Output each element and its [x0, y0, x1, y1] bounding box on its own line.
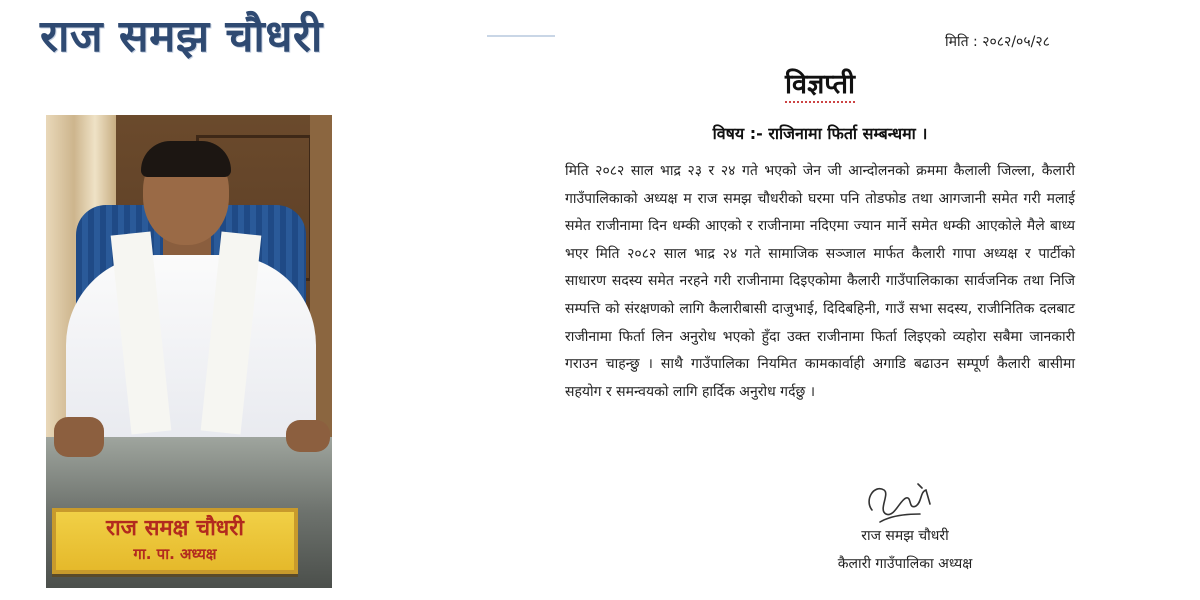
notice-subject: विषय :- राजिनामा फिर्ता सम्बन्धमा ।	[712, 124, 928, 143]
nameplate-name: राज समक्ष चौधरी	[105, 516, 245, 541]
signatory-name: राज समझ चौधरी	[861, 528, 949, 544]
page-title: राज समझ चौधरी	[40, 11, 323, 62]
notice-body: मिति २०८२ साल भाद्र २३ र २४ गते भएको जेन जी आन्दोलनको क्रममा कैलाली जिल्ला, कैलारी गाउँपालिकाको अध्यक्ष म राज समझ चौधरीको घरमा पनि तोडफोड तथा आगजानी समेत गरी मलाई समेत राजीनामा दिन धम्की आएको र राजीनामा नदिएमा ज्यान मार्ने समेत धम्की आएकोले मैले बाध्य भएर मिति २०८२ साल भाद्र २४ गते सामाजिक सञ्जाल मार्फत कैलारी गापा अध्यक्ष र पार्टीको साधारण सदस्य समेत नरहने गरी राजीनामा दिइएकोमा कैलारी गाउँपालिकाका सार्वजनिक तथा निजि सम्पत्ति को संरक्षणको लागि कैलारीबासी दाजुभाई, दिदिबहिनी, गाउँ सभा सदस्य, राजीनितिक दलबाट राजीनामा फिर्ता लिन अनुरोध भएको हुँदा उक्त राजीनामा फिर्ता लिइएको व्यहोरा सबैमा जानकारी गराउन चाहन्छु । साथै गाउँपालिका नियमित कामकार्वाही अगाडि बढाउन सम्पूर्ण कैलारी बासीमा सहयोग र समन्वयको लागि हार्दिक अनुरोध गर्दछु ।	[565, 163, 1075, 400]
portrait-photo	[46, 115, 332, 588]
divider-line	[487, 35, 555, 37]
hand-left	[54, 417, 104, 457]
nameplate	[52, 508, 298, 574]
notice-date: मिति : २०८२/०५/२८	[945, 34, 1050, 50]
notice-heading: विज्ञप्ती	[785, 69, 855, 103]
person-hair	[141, 141, 231, 177]
notice-heading-wrap	[0, 64, 1200, 101]
nameplate-post: गा. पा. अध्यक्ष	[133, 545, 217, 563]
hand-right	[286, 420, 330, 452]
signatory-post: कैलारी गाउँपालिका अध्यक्ष	[837, 556, 973, 572]
signature-mark	[860, 470, 940, 530]
